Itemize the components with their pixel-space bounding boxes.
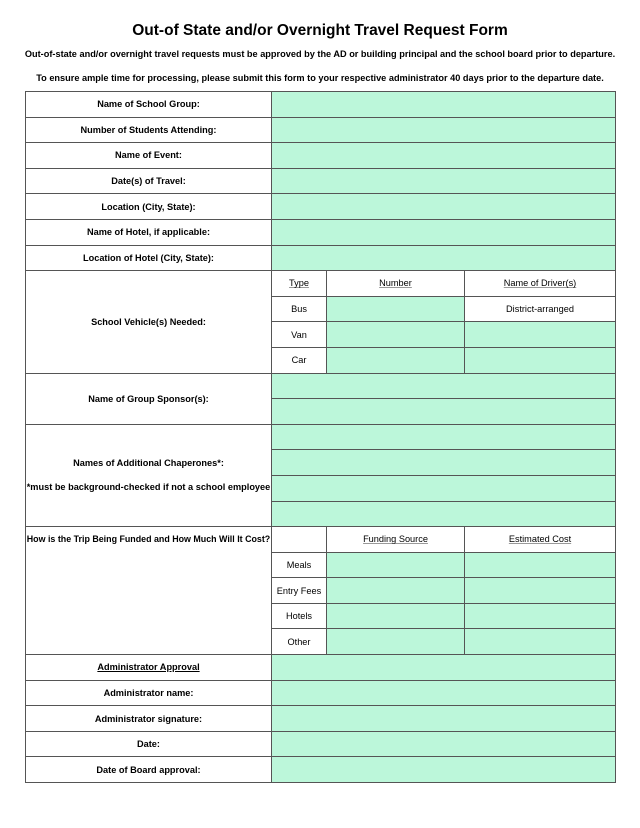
funding-item: Hotels [272, 603, 327, 629]
hotel-label: Name of Hotel, if applicable: [26, 219, 272, 245]
admin-name-label: Administrator name: [26, 680, 272, 706]
vehicle-type: Van [272, 322, 327, 348]
vehicles-header-type: Type [272, 271, 327, 297]
chaperones-label-cell [26, 424, 272, 526]
admin-name-field[interactable] [272, 680, 616, 706]
school-group-label: Name of School Group: [26, 92, 272, 118]
travel-request-table [25, 91, 616, 783]
school-group-field[interactable] [272, 92, 616, 118]
sponsor-field[interactable] [272, 399, 616, 425]
funding-cost-field[interactable] [465, 578, 616, 604]
chaperone-field[interactable] [272, 450, 616, 476]
funding-source-field[interactable] [327, 552, 465, 578]
chaperone-field[interactable] [272, 475, 616, 501]
funding-cost-field[interactable] [465, 629, 616, 655]
vehicle-type: Bus [272, 296, 327, 322]
board-date-row [26, 757, 616, 783]
sponsor-field[interactable] [272, 373, 616, 399]
board-date-label: Date of Board approval: [26, 757, 272, 783]
hotel-location-field[interactable] [272, 245, 616, 271]
funding-source-field[interactable] [327, 578, 465, 604]
approval-heading-row [26, 655, 616, 681]
row-hotel-location [26, 245, 616, 271]
approval-heading-cell [26, 655, 272, 681]
funding-cost-field[interactable] [465, 603, 616, 629]
chaperones-label: Names of Additional Chaperones*: [73, 458, 224, 469]
vehicles-header-number: Number [327, 271, 465, 297]
row-location [26, 194, 616, 220]
vehicle-number-field[interactable] [327, 347, 465, 373]
funding-cost-field[interactable] [465, 552, 616, 578]
funding-header-row [26, 527, 616, 553]
event-label: Name of Event: [26, 143, 272, 169]
vehicle-number-field[interactable] [327, 322, 465, 348]
funding-item: Entry Fees [272, 578, 327, 604]
dates-label: Date(s) of Travel: [26, 168, 272, 194]
chaperone-field[interactable] [272, 501, 616, 527]
approval-date-row [26, 731, 616, 757]
sponsors-row-1 [26, 373, 616, 399]
intro-approval-note: Out-of-state and/or overnight travel requests must be approved by the AD or building principal and the school board prior to departure. [24, 49, 616, 59]
admin-signature-field[interactable] [272, 706, 616, 732]
chaperones-note: *must be background-checked if not a school employee [26, 482, 271, 493]
funding-label: How is the Trip Being Funded and How Much Will It Cost? [26, 527, 272, 655]
vehicle-type: Car [272, 347, 327, 373]
location-field[interactable] [272, 194, 616, 220]
chaperones-row-1 [26, 424, 616, 450]
chaperone-field[interactable] [272, 424, 616, 450]
vehicles-header-row [26, 271, 616, 297]
funding-source-field[interactable] [327, 603, 465, 629]
board-date-field[interactable] [272, 757, 616, 783]
num-students-field[interactable] [272, 117, 616, 143]
vehicle-number-field[interactable] [327, 296, 465, 322]
admin-signature-label: Administrator signature: [26, 706, 272, 732]
dates-field[interactable] [272, 168, 616, 194]
funding-source-field[interactable] [327, 629, 465, 655]
funding-item: Meals [272, 552, 327, 578]
row-hotel [26, 219, 616, 245]
vehicle-driver-value: District-arranged [465, 296, 616, 322]
funding-item: Other [272, 629, 327, 655]
sponsors-label: Name of Group Sponsor(s): [26, 373, 272, 424]
vehicles-label: School Vehicle(s) Needed: [26, 271, 272, 373]
vehicle-driver-field[interactable] [465, 347, 616, 373]
approval-heading: Administrator Approval [97, 662, 200, 673]
funding-header-cost: Estimated Cost [465, 527, 616, 553]
event-field[interactable] [272, 143, 616, 169]
intro-deadline-note: To ensure ample time for processing, please submit this form to your respective administrator 40 days prior to the departure date. [36, 73, 604, 83]
admin-signature-row [26, 706, 616, 732]
row-event [26, 143, 616, 169]
funding-header-blank [272, 527, 327, 553]
form-title: Out-of State and/or Overnight Travel Request Form [132, 22, 508, 39]
approval-date-label: Date: [26, 731, 272, 757]
admin-name-row [26, 680, 616, 706]
hotel-location-label: Location of Hotel (City, State): [26, 245, 272, 271]
vehicles-header-driver: Name of Driver(s) [465, 271, 616, 297]
funding-header-source: Funding Source [327, 527, 465, 553]
row-school-group [26, 92, 616, 118]
approval-heading-field[interactable] [272, 655, 616, 681]
vehicle-driver-field[interactable] [465, 322, 616, 348]
location-label: Location (City, State): [26, 194, 272, 220]
num-students-label: Number of Students Attending: [26, 117, 272, 143]
row-dates [26, 168, 616, 194]
row-num-students [26, 117, 616, 143]
approval-date-field[interactable] [272, 731, 616, 757]
hotel-field[interactable] [272, 219, 616, 245]
